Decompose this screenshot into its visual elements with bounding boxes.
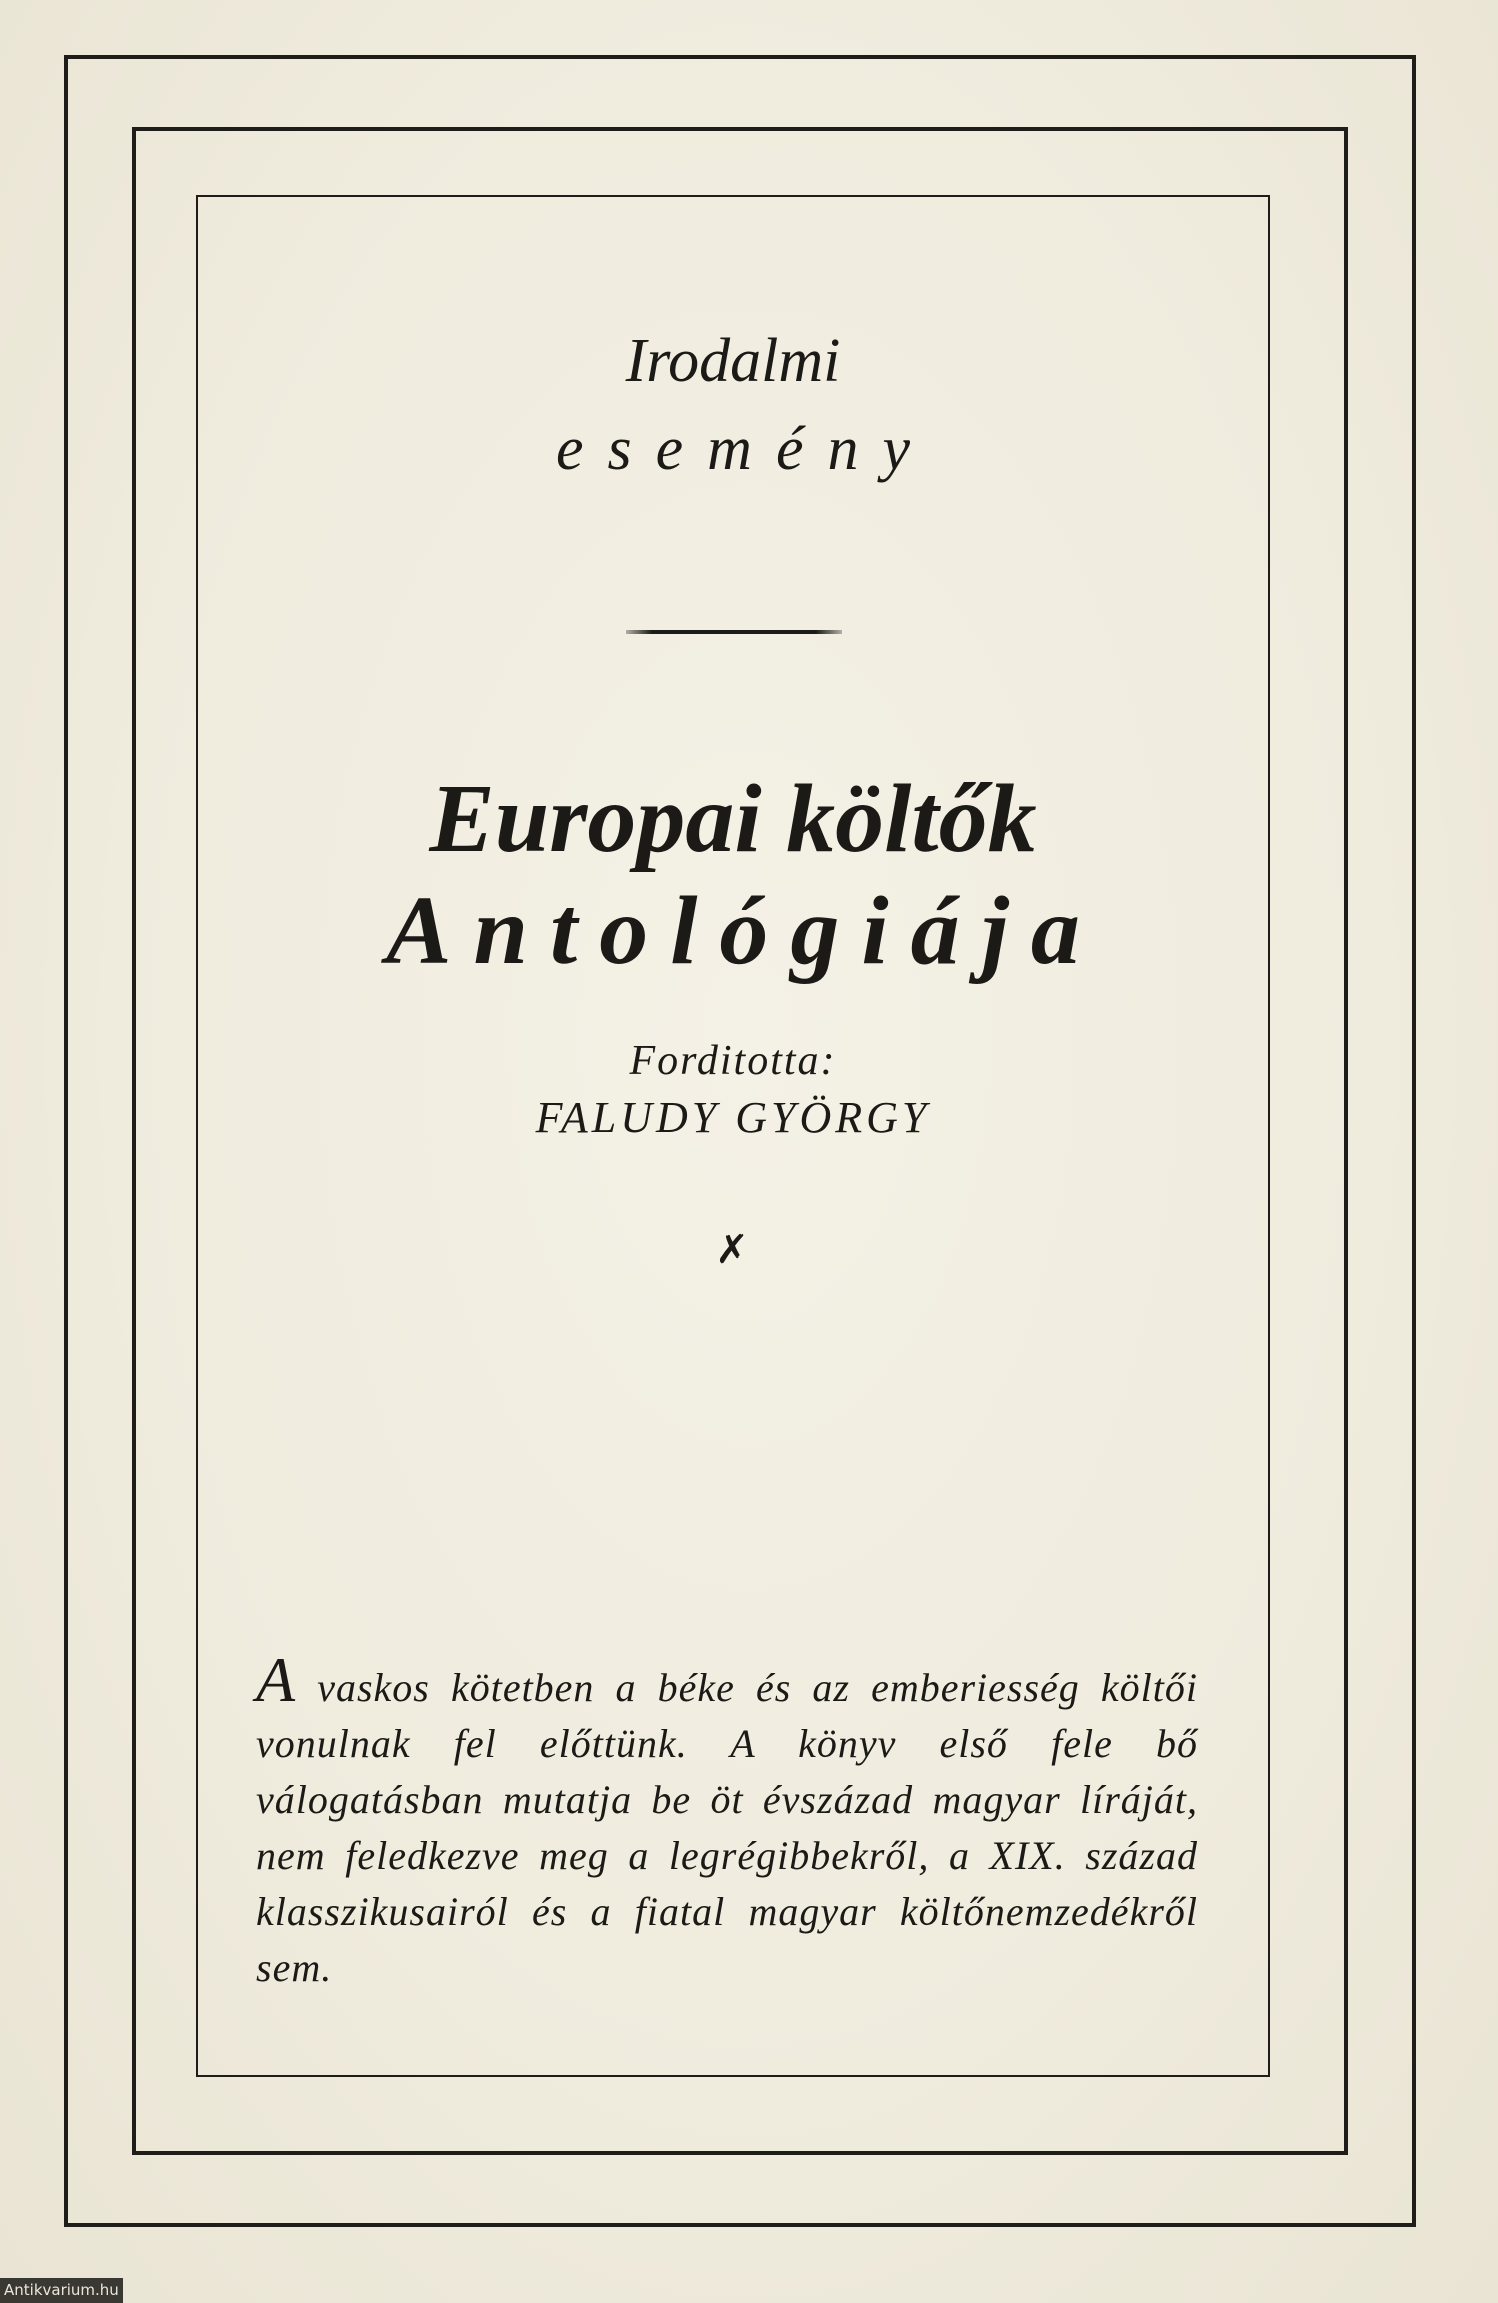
drop-initial: A bbox=[256, 1644, 297, 1715]
book-title-line-2: Antológiája bbox=[386, 877, 1102, 985]
header-line-1: Irodalmi bbox=[625, 327, 841, 395]
translated-by-label: Forditotta: bbox=[629, 1038, 837, 1084]
source-watermark: Antikvarium.hu bbox=[0, 2278, 123, 2303]
cross-ornament-icon: ✗ bbox=[715, 1227, 749, 1273]
description-paragraph bbox=[256, 1644, 1198, 1996]
header-line-2: esemény bbox=[556, 415, 934, 483]
divider-rule bbox=[626, 630, 842, 634]
book-title-line-1: Europai költők bbox=[429, 765, 1037, 873]
translator-name: FALUDY GYÖRGY bbox=[535, 1093, 931, 1142]
description-text: vaskos kötetben a béke és az emberiesség költői vonulnak fel előttünk. A könyv első fele bő válogatásban mutatja be öt évszázad magyar líráját, nem feledkezve meg a legrégibbekről, a XIX. század klasszikusairól és a fiatal magyar költőnemzedékről sem. bbox=[256, 1665, 1198, 1990]
